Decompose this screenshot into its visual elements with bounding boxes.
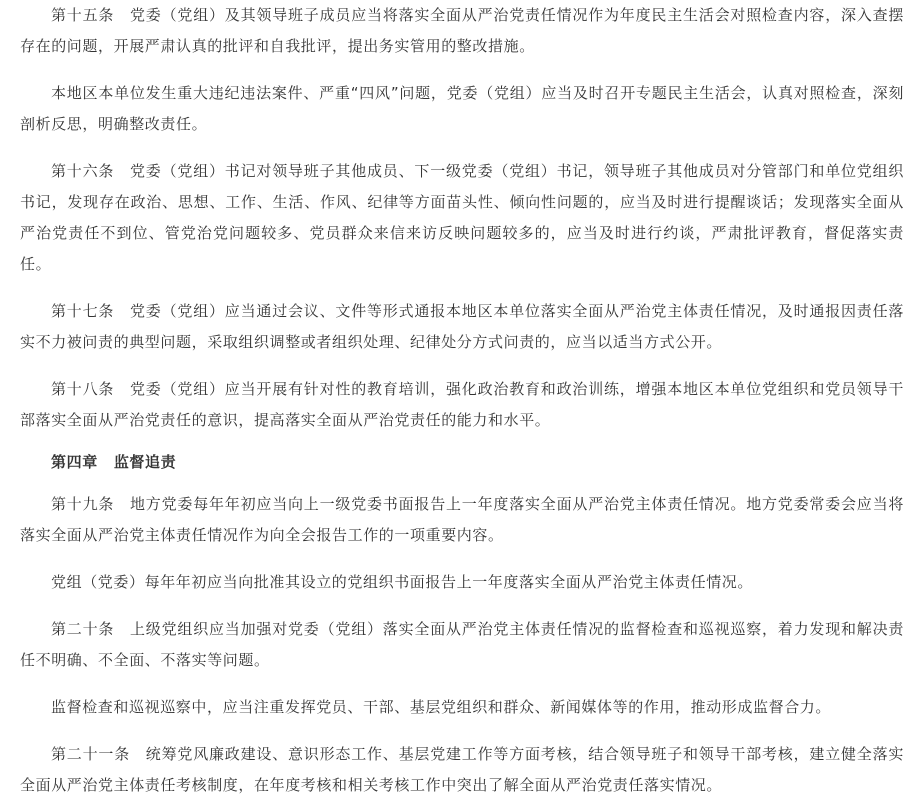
paragraph-gap	[20, 598, 904, 614]
chapter-heading	[20, 447, 904, 478]
chapter-number: 第四章	[51, 453, 98, 471]
paragraph-party-group-report: 党组（党委）每年年初应当向批准其设立的党组织书面报告上一年度落实全面从严治党主体责任情况。	[51, 573, 754, 591]
paragraph-gap	[20, 436, 904, 447]
paragraph-special-meeting: 本地区本单位发生重大违纪违法案件、严重“四风”问题，党委（党组）应当及时召开专题民主生活会，认真对照检查，深刻剖析反思，明确整改责任。	[20, 84, 904, 133]
paragraph-article-18: 第十八条 党委（党组）应当开展有针对性的教育培训，强化政治教育和政治训练，增强本地区本单位党组织和党员领导干部落实全面从严治党责任的意识，提高落实全面从严治党责任的能力和水平。	[20, 380, 904, 429]
paragraph-article-19: 第十九条 地方党委每年年初应当向上一级党委书面报告上一年度落实全面从严治党主体责任情况。地方党委常委会应当将落实全面从严治党主体责任情况作为向全会报告工作的一项重要内容。	[20, 495, 904, 544]
paragraph-article-17: 第十七条 党委（党组）应当通过会议、文件等形式通报本地区本单位落实全面从严治党主体责任情况，及时通报因责任落实不力被问责的典型问题，采取组织调整或者组织处理、纪律处分方式问责的，应当以适当方式公开。	[20, 302, 904, 351]
paragraph-gap	[20, 358, 904, 374]
paragraph-article-21: 第二十一条 统筹党风廉政建设、意识形态工作、基层党建工作等方面考核，结合领导班子和领导干部考核，建立健全落实全面从严治党主体责任考核制度，在年度考核和相关考核工作中突出了解全面从严治党责任落实情况。	[20, 745, 904, 794]
paragraph-gap	[20, 62, 904, 78]
paragraph-gap	[20, 723, 904, 739]
article-body	[20, 0, 904, 801]
paragraph-supervision: 监督检查和巡视巡察中，应当注重发挥党员、干部、基层党组织和群众、新闻媒体等的作用，推动形成监督合力。	[51, 698, 832, 716]
paragraph-gap	[20, 280, 904, 296]
paragraph-article-15: 第十五条 党委（党组）及其领导班子成员应当将落实全面从严治党责任情况作为年度民主生活会对照检查内容，深入查摆存在的问题，开展严肃认真的批评和自我批评，提出务实管用的整改措施。	[20, 6, 904, 55]
paragraph-gap	[20, 478, 904, 489]
chapter-title: 监督追责	[113, 453, 177, 471]
paragraph-article-16: 第十六条 党委（党组）书记对领导班子其他成员、下一级党委（党组）书记，领导班子其他成员对分管部门和单位党组织书记，发现存在政治、思想、工作、生活、作风、纪律等方面苗头性、倾向性问题的，应当及时进行提醒谈话；发现落实全面从严治党责任不到位、管党治党问题较多、党员群众来信来访反映问题较多的，应当及时进行约谈，严肃批评教育，督促落实责任。	[20, 162, 904, 273]
paragraph-gap	[20, 551, 904, 567]
paragraph-gap	[20, 676, 904, 692]
paragraph-article-20: 第二十条 上级党组织应当加强对党委（党组）落实全面从严治党主体责任情况的监督检查和巡视巡察，着力发现和解决责任不明确、不全面、不落实等问题。	[20, 620, 904, 669]
paragraph-gap	[20, 140, 904, 156]
